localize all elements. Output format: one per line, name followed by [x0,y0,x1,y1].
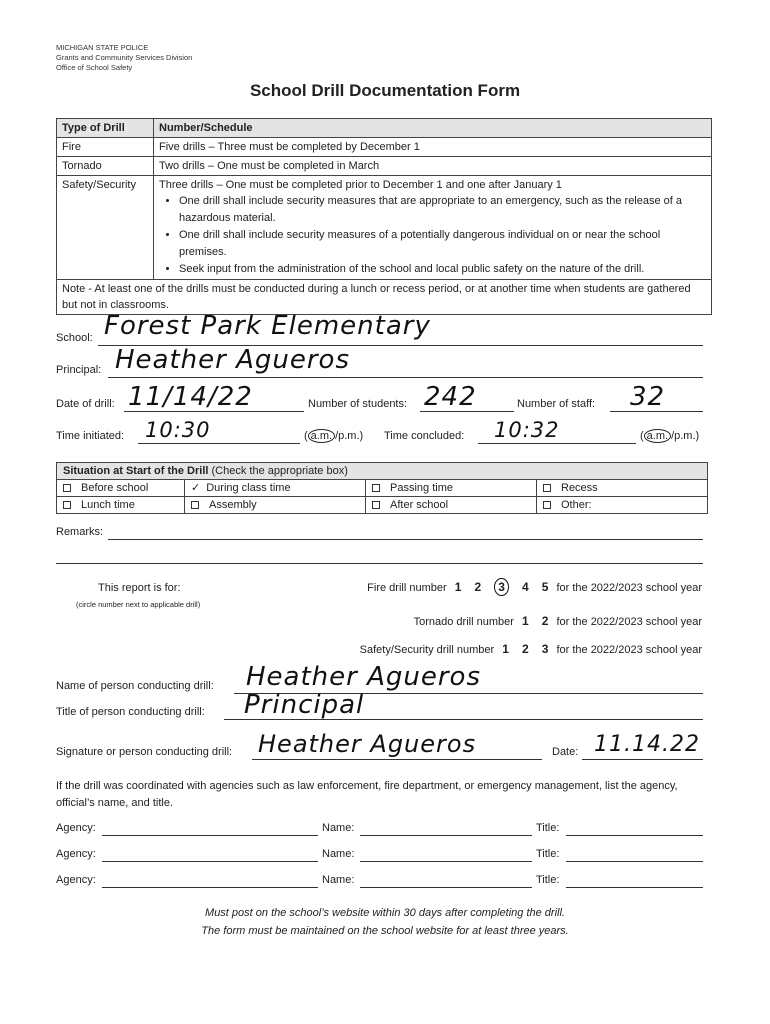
fire-number[interactable]: 2 [474,580,482,594]
safety-drill-row: Safety/Security drill number 1 2 3 for the 2022/2023 school year [359,642,702,656]
header-schedule: Number/Schedule [154,119,712,138]
remarks-label: Remarks: [56,526,104,538]
table-row-tornado [57,157,712,176]
principal-label: Principal: [56,364,102,376]
drill-requirements-table [56,118,712,315]
time-concluded-line [478,443,636,444]
am-concluded-circled[interactable]: a.m. [644,429,671,443]
safety-type: Safety/Security [57,176,154,280]
list-item: • One drill shall include security measures that are appropriate to an emergency, such as the release of a hazardous material. [179,193,706,227]
drill-note: Note - At least one of the drills must be conducted during a lunch or recess period, or at another time when students are gathered but not in classrooms. [57,280,712,315]
fire-number[interactable]: 5 [541,580,549,594]
time-initiated-label: Time initiated: [56,430,125,442]
fire-number-circled[interactable]: 3 [494,578,509,596]
checkbox[interactable] [543,484,551,492]
fire-number[interactable]: 4 [521,580,529,594]
signature-label: Signature or person conducting drill: [56,746,233,758]
tornado-type: Tornado [57,157,154,176]
tornado-schedule: Two drills – One must be completed in March [154,157,712,176]
safety-requirements-list [159,193,706,278]
date-field[interactable]: 11/14/22 [128,382,253,412]
coordination-text: If the drill was coordinated with agencies such as law enforcement, fire department, or emergency management, list the agency, official’s name, and title. [56,780,678,809]
sign-date-line [582,759,703,760]
footer-line-1: Must post on the school’s website within 30 days after completing the drill. [205,907,565,919]
agency-line-2: Grants and Community Services Division [56,53,193,62]
checkbox[interactable] [372,501,380,509]
official-title-input[interactable] [566,887,703,888]
option-recess[interactable]: Recess [537,480,708,497]
checkbox[interactable] [191,501,199,509]
table-row-fire [57,138,712,157]
conductor-name-label: Name of person conducting drill: [56,680,214,692]
signature-line [252,759,542,760]
option-passing-time[interactable]: Passing time [366,480,537,497]
staff-field[interactable]: 32 [630,382,666,412]
safety-number[interactable]: 2 [521,642,529,656]
agency-line-3: Office of School Safety [56,63,133,72]
sign-date-field[interactable]: 11.14.22 [594,732,700,757]
checkbox[interactable] [63,501,71,509]
school-label: School: [56,332,93,344]
safety-number[interactable]: 3 [541,642,549,656]
date-label: Date of drill: [56,398,115,410]
report-label: This report is for: [98,582,181,594]
option-other[interactable]: Other: [537,497,708,514]
principal-field[interactable]: Heather Agueros [115,345,351,375]
agency-input[interactable] [102,887,318,888]
agency-input[interactable] [102,861,318,862]
official-name-input[interactable] [360,835,532,836]
official-title-input[interactable] [566,861,703,862]
conductor-title-field[interactable]: Principal [244,690,365,720]
am-initiated-circled[interactable]: a.m. [308,429,335,443]
option-after-school[interactable]: After school [366,497,537,514]
table-header-row [57,119,712,138]
agency-header [56,43,192,73]
time-concluded-field[interactable]: 10:32 [494,418,560,442]
list-item: • One drill shall include security measures of a potentially dangerous individual on or near the school premises. [179,227,706,261]
tornado-drill-row: Tornado drill number 1 2 for the 2022/2023 school year [413,614,702,628]
footer-note [0,904,770,940]
remarks-line-1[interactable] [108,539,703,540]
list-item: • Seek input from the administration of the school and local public safety on the nature of the drill. [179,261,706,278]
am-pm-concluded: ( a.m. /p.m.) [640,430,700,442]
signature-field[interactable]: Heather Agueros [258,730,477,758]
option-during-class[interactable]: ✓ During class time [185,480,366,497]
time-initiated-line [138,443,300,444]
students-label: Number of students: [308,398,408,410]
situation-table [56,462,708,514]
am-pm-initiated: ( a.m. /p.m.) [304,430,364,442]
table-row-note [57,280,712,315]
checkmark-icon: ✓ [191,482,201,494]
tornado-number[interactable]: 2 [541,614,549,628]
conductor-name-field[interactable]: Heather Agueros [246,662,482,692]
students-field[interactable]: 242 [424,382,477,412]
agency-line-1: MICHIGAN STATE POLICE [56,43,149,52]
safety-number[interactable]: 1 [502,642,509,656]
agency-input[interactable] [102,835,318,836]
remarks-line-2[interactable] [56,563,703,564]
safety-schedule: Three drills – One must be completed prior to December 1 and one after January 1 [159,179,562,191]
staff-label: Number of staff: [517,398,596,410]
table-row-safety [57,176,712,280]
fire-number[interactable]: 1 [454,580,462,594]
option-before-school[interactable]: Before school [57,480,185,497]
official-name-input[interactable] [360,887,532,888]
report-sublabel: (circle number next to applicable drill) [76,600,201,609]
official-title-input[interactable] [566,835,703,836]
checkbox[interactable] [543,501,551,509]
time-concluded-label: Time concluded: [384,430,465,442]
form-title: School Drill Documentation Form [249,81,521,100]
fire-drill-row: Fire drill number 1 2 3 4 5 for the 2022/2023 school year [367,580,702,594]
sign-date-label: Date: [552,746,579,758]
option-assembly[interactable]: Assembly [185,497,366,514]
official-name-input[interactable] [360,861,532,862]
fire-schedule: Five drills – Three must be completed by December 1 [154,138,712,157]
option-lunch-time[interactable]: Lunch time [57,497,185,514]
principal-line [108,377,703,378]
tornado-number[interactable]: 1 [521,614,529,628]
header-type: Type of Drill [57,119,154,138]
conductor-title-label: Title of person conducting drill: [56,706,205,718]
time-initiated-field[interactable]: 10:30 [145,418,211,442]
situation-header: Situation at Start of the Drill (Check the appropriate box) [57,463,708,480]
school-field[interactable]: Forest Park Elementary [104,311,431,341]
checkbox[interactable] [63,484,71,492]
checkbox[interactable] [372,484,380,492]
fire-type: Fire [57,138,154,157]
footer-line-2: The form must be maintained on the school website for at least three years. [201,925,569,937]
